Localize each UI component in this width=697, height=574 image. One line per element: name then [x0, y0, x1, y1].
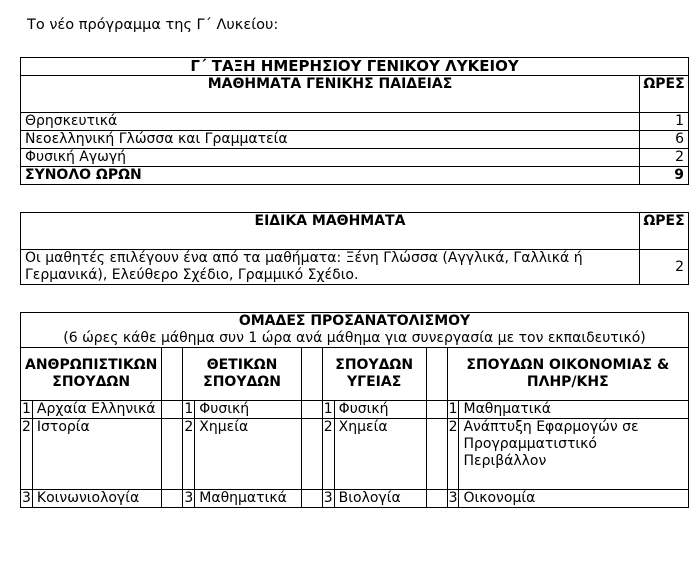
table-row: [21, 401, 689, 419]
group-header: ΘΕΤΙΚΩΝ ΣΠΟΥΔΩΝ: [183, 348, 301, 401]
table-row: [21, 490, 689, 508]
hours-header: ΩΡΕΣ: [640, 213, 689, 250]
table-row: [21, 419, 689, 490]
section-title: ΜΑΘΗΜΑΤΑ ΓΕΝΙΚΗΣ ΠΑΙΔΕΙΑΣ: [21, 76, 640, 113]
hours-cell: 2: [640, 250, 689, 285]
subject-cell: Φυσική: [195, 401, 301, 419]
item-number: 2: [447, 419, 459, 490]
subject-cell: Χημεία: [195, 419, 301, 490]
item-number: 2: [21, 419, 33, 490]
total-row: [21, 167, 689, 185]
hours-cell: 1: [640, 113, 689, 131]
item-number: 1: [22, 401, 31, 417]
subject-cell: Νεοελληνική Γλώσσα και Γραμματεία: [21, 131, 640, 149]
general-education-table: [20, 57, 689, 185]
item-number: 1: [323, 401, 333, 417]
table-row: [21, 149, 689, 167]
section-title: ΕΙΔΙΚΑ ΜΑΘΗΜΑΤΑ: [21, 213, 640, 250]
table-title: Γ΄ ΤΑΞΗ ΗΜΕΡΗΣΙΟΥ ΓΕΝΙΚΟΥ ΛΥΚΕΙΟΥ: [21, 58, 689, 76]
subject-cell: Θρησκευτικά: [21, 113, 640, 131]
item-number: 3: [323, 490, 333, 506]
subject-cell: Φυσική: [334, 401, 426, 419]
subject-cell: Χημεία: [334, 419, 426, 490]
subject-cell: Κοινωνιολογία: [32, 490, 161, 508]
subject-cell: Αρχαία Ελληνικά: [32, 401, 161, 419]
hours-header: ΩΡΕΣ: [640, 76, 689, 113]
subject-cell: Ιστορία: [32, 419, 161, 490]
special-subjects-table: [20, 212, 689, 285]
groups-heading: ΟΜΑΔΕΣ ΠΡΟΣΑΝΑΤΟΛΙΣΜΟΥ: [238, 313, 471, 329]
subject-cell: Βιολογία: [334, 490, 426, 508]
item-number: 3: [448, 490, 458, 506]
table-row: [21, 113, 689, 131]
item-number: 2: [183, 419, 195, 490]
table-row: [21, 131, 689, 149]
subject-cell: Ανάπτυξη Εφαρμογών σε Προγραμματιστικό Περιβάλλον: [459, 419, 689, 490]
intro-text: Το νέο πρόγραμμα της Γ΄ Λυκείου:: [27, 17, 279, 33]
groups-note: (6 ώρες κάθε μάθημα συν 1 ώρα ανά μάθημα για συνεργασία με τον εκπαιδευτικό): [63, 330, 646, 346]
item-number: 3: [184, 490, 194, 506]
orientation-groups-table: [20, 312, 689, 508]
item-number: 3: [22, 490, 31, 506]
subject-cell: Φυσική Αγωγή: [21, 149, 640, 167]
special-description: Οι μαθητές επιλέγουν ένα από τα μαθήματα: Ξένη Γλώσσα (Αγγλικά, Γαλλικά ή Γερμανικά), Ελεύθερο Σχέδιο, Γραμμικό Σχέδιο.: [21, 250, 640, 285]
item-number: 1: [184, 401, 194, 417]
group-header: ΑΝΘΡΩΠΙΣΤΙΚΩΝ ΣΠΟΥΔΩΝ: [21, 348, 162, 401]
subject-cell: Μαθηματικά: [459, 401, 689, 419]
item-number: 1: [448, 401, 458, 417]
group-header: ΣΠΟΥΔΩΝ ΥΓΕΙΑΣ: [322, 348, 426, 401]
subject-cell: Οικονομία: [459, 490, 689, 508]
group-header: ΣΠΟΥΔΩΝ ΟΙΚΟΝΟΜΙΑΣ & ΠΛΗΡ/ΚΗΣ: [447, 348, 688, 401]
hours-cell: 6: [640, 131, 689, 149]
groups-title: [21, 313, 689, 348]
hours-cell: 2: [640, 149, 689, 167]
item-number: 2: [322, 419, 334, 490]
total-label: ΣΥΝΟΛΟ ΩΡΩΝ: [21, 167, 640, 185]
total-hours: 9: [640, 167, 689, 185]
subject-cell: Μαθηματικά: [195, 490, 301, 508]
